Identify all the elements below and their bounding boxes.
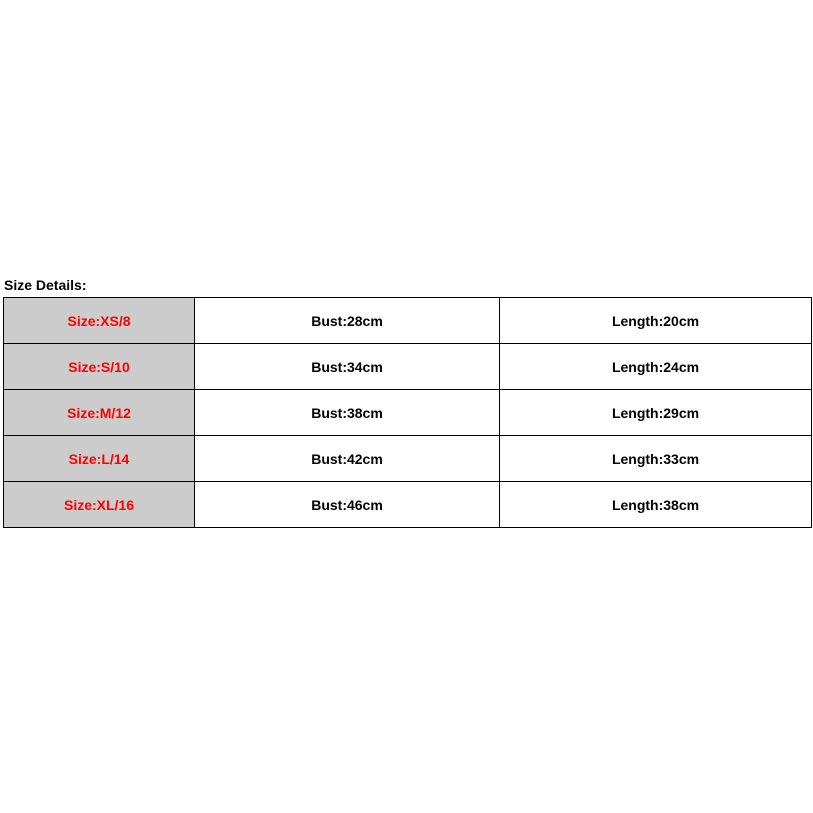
size-cell: Size:M/12: [4, 390, 195, 436]
bust-cell: Bust:38cm: [195, 390, 500, 436]
bust-cell: Bust:46cm: [195, 482, 500, 528]
length-cell: Length:20cm: [500, 298, 812, 344]
bust-cell: Bust:28cm: [195, 298, 500, 344]
size-cell: Size:S/10: [4, 344, 195, 390]
length-cell: Length:38cm: [500, 482, 812, 528]
size-cell: Size:L/14: [4, 436, 195, 482]
table-row: [4, 390, 812, 436]
bust-cell: Bust:42cm: [195, 436, 500, 482]
table-row: [4, 436, 812, 482]
table-row: [4, 298, 812, 344]
size-table: [3, 297, 812, 528]
length-cell: Length:24cm: [500, 344, 812, 390]
size-cell: Size:XL/16: [4, 482, 195, 528]
table-row: [4, 482, 812, 528]
table-row: [4, 344, 812, 390]
bust-cell: Bust:34cm: [195, 344, 500, 390]
size-details-heading: Size Details:: [4, 277, 87, 293]
length-cell: Length:29cm: [500, 390, 812, 436]
length-cell: Length:33cm: [500, 436, 812, 482]
size-cell: Size:XS/8: [4, 298, 195, 344]
